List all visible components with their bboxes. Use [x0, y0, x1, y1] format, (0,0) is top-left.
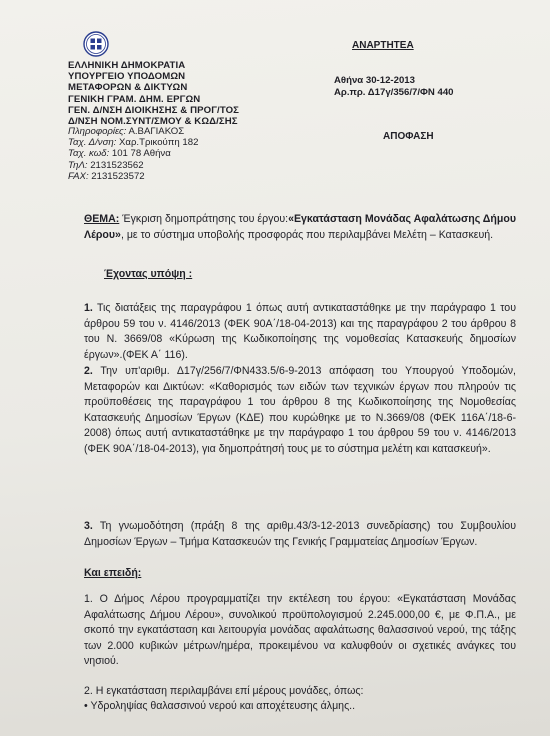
header-line: ΓΕΝ. Δ/ΝΣΗ ΔΙΟΙΚΗΣΗΣ & ΠΡΟΓ/ΤΟΣ [68, 104, 240, 116]
header-line: Δ/ΝΣΗ ΝΟΜ.ΣΥΝΤ/ΣΜΟΥ & ΚΩΔ/ΣΗΣ [68, 116, 238, 128]
protocol-number: Αρ.πρ. Δ17γ/356/7/ΦΝ 440 [334, 87, 454, 98]
contact-value: 2131523572 [88, 170, 145, 182]
posting-required-label: ΑΝΑΡΤΗΤΕΑ [352, 40, 414, 51]
contact-value: 101 78 Αθήνα [109, 148, 171, 160]
project-title: «Εγκατάσταση Μονάδας Αφαλάτωσης Δήμου Λέρου» [84, 213, 516, 241]
whereas-heading: Και επειδή: [84, 567, 142, 579]
item-number: 2. [84, 365, 93, 377]
contact-label: FAX: [68, 170, 89, 182]
contact-label: ΤηΛ: [68, 159, 88, 171]
contact-label: Πληροφορίες: [68, 126, 127, 137]
whereas-item [84, 592, 516, 670]
item-number: 2. [84, 685, 93, 697]
item-number: 3. [84, 520, 93, 532]
date-protocol-block [334, 75, 454, 99]
contact-value: 2131523562 [87, 159, 144, 171]
considering-item [84, 301, 516, 363]
contact-postcode-line [68, 148, 198, 159]
contact-address-line [68, 137, 198, 148]
item-text: Τις διατάξεις της παραγράφου 1 όπως αυτή αντικαταστάθηκε με την παράγραφο 1 του άρθρου 59 του ν. 4146/2013 (ΦΕΚ 90Α΄/18-04-2013) και της παραγράφου 2 του άρθρου 8 του Ν. 3669/08 «Κύρωση της Κωδικοποίησης της νομοθεσίας Κατασκευής δημοσίων έργων».(ΦΕΚ Α΄ 116). [84, 302, 516, 361]
item-number: 1. [84, 302, 93, 314]
subject-paragraph [84, 212, 516, 243]
considering-item [84, 364, 516, 458]
item-number: 1. [84, 593, 93, 605]
item-text: Η εγκατάσταση περιλαμβάνει επί μέρους μονάδες, όπως: [92, 685, 364, 697]
header-line: ΜΕΤΑΦΟΡΩΝ & ΔΙΚΤΥΩΝ [68, 82, 188, 94]
header-line: ΓΕΝΙΚΗ ΓΡΑΜ. ΔΗΜ. ΕΡΓΩΝ [68, 93, 201, 105]
item-text: Ο Δήμος Λέρου προγραμματίζει την εκτέλεση του έργου: «Εγκατάσταση Μονάδας Αφαλάτωσης Δήμου Λέρου», συνολικού προϋπολογισμού 2.245.000,00 €, με Φ.Π.Α., με σκοπό την εγκατάσταση και λειτουργία μονάδας αφαλάτωσης θαλασσινού νερού, της τάξης των 2.000 κυβικών μέτρων/ημέρα, προκειμένου να καλυφθούν οι σχετικές ανάγκες του νησιού. [84, 593, 516, 668]
facility-bullet-item: • Υδροληψίας θαλασσινού νερού και αποχέτευσης άλμης.. [84, 700, 356, 712]
item-text: Την υπ'αριθμ. Δ17γ/256/7/ΦΝ433.5/6-9-2013 απόφαση του Υπουργού Υποδομών, Μεταφορών και Δικτύων: «Καθορισμός των ειδών των τεχνικών έργων που πληρούν τις προϋποθέσεις της παραγράφου 1 του άρθρου 8 της Κωδικοποίησης της Νομοθεσίας Κατασκευής Δημοσίων Έργων (ΚΔΕ) που κυρώθηκε με το Ν.3669/08 (ΦΕΚ 116Α΄/18-6-2008) όπως αυτή αντικαταστάθηκε με την παράγραφο 1 του άρθρου 59 του ν. 4146/2013 (ΦΕΚ 90Α΄/18-04-2013), για δημοπράτησή τους με το σύστημα μελέτη και κατασκευή». [84, 365, 516, 455]
document-date: Αθήνα 30-12-2013 [334, 75, 415, 86]
contact-fax-line [68, 171, 198, 182]
header-line: ΥΠΟΥΡΓΕΙΟ ΥΠΟΔΟΜΩΝ [68, 71, 186, 83]
contact-value: Α.ΒΑΓΙΑΚΟΣ [126, 126, 185, 137]
contact-info-line [68, 126, 198, 137]
header-line: ΕΛΛΗΝΙΚΗ ΔΗΜΟΚΡΑΤΙΑ [68, 60, 186, 71]
subject-text-end: , με το σύστημα υποβολής προσφοράς που περιλαμβάνει Μελέτη – Κατασκευή. [120, 228, 494, 241]
contact-value: Χαρ.Τρικούπη 182 [116, 137, 199, 149]
considering-heading: Έχοντας υπόψη : [104, 268, 193, 280]
contact-phone-line [68, 160, 198, 171]
hellenic-republic-emblem-icon [83, 31, 109, 57]
subject-text: Έγκριση δημοπράτησης του έργου: [119, 213, 289, 225]
considering-item [84, 519, 516, 550]
contact-label: Ταχ. Δ/νση: [68, 137, 117, 149]
contact-label: Ταχ. κωδ: [68, 148, 110, 160]
subject-label: ΘΕΜΑ: [84, 213, 120, 225]
decision-title: ΑΠΟΦΑΣΗ [383, 131, 434, 142]
issuer-header [68, 60, 239, 127]
whereas-item [84, 684, 516, 700]
contact-block [68, 126, 198, 182]
item-text: Τη γνωμοδότηση (πράξη 8 της αριθμ.43/3-12-2013 συνεδρίασης) του Συμβουλίου Δημοσίων Έργων – Τμήμα Κατασκευών της Γενικής Γραμματείας Δημοσίων Έργων. [84, 520, 516, 548]
